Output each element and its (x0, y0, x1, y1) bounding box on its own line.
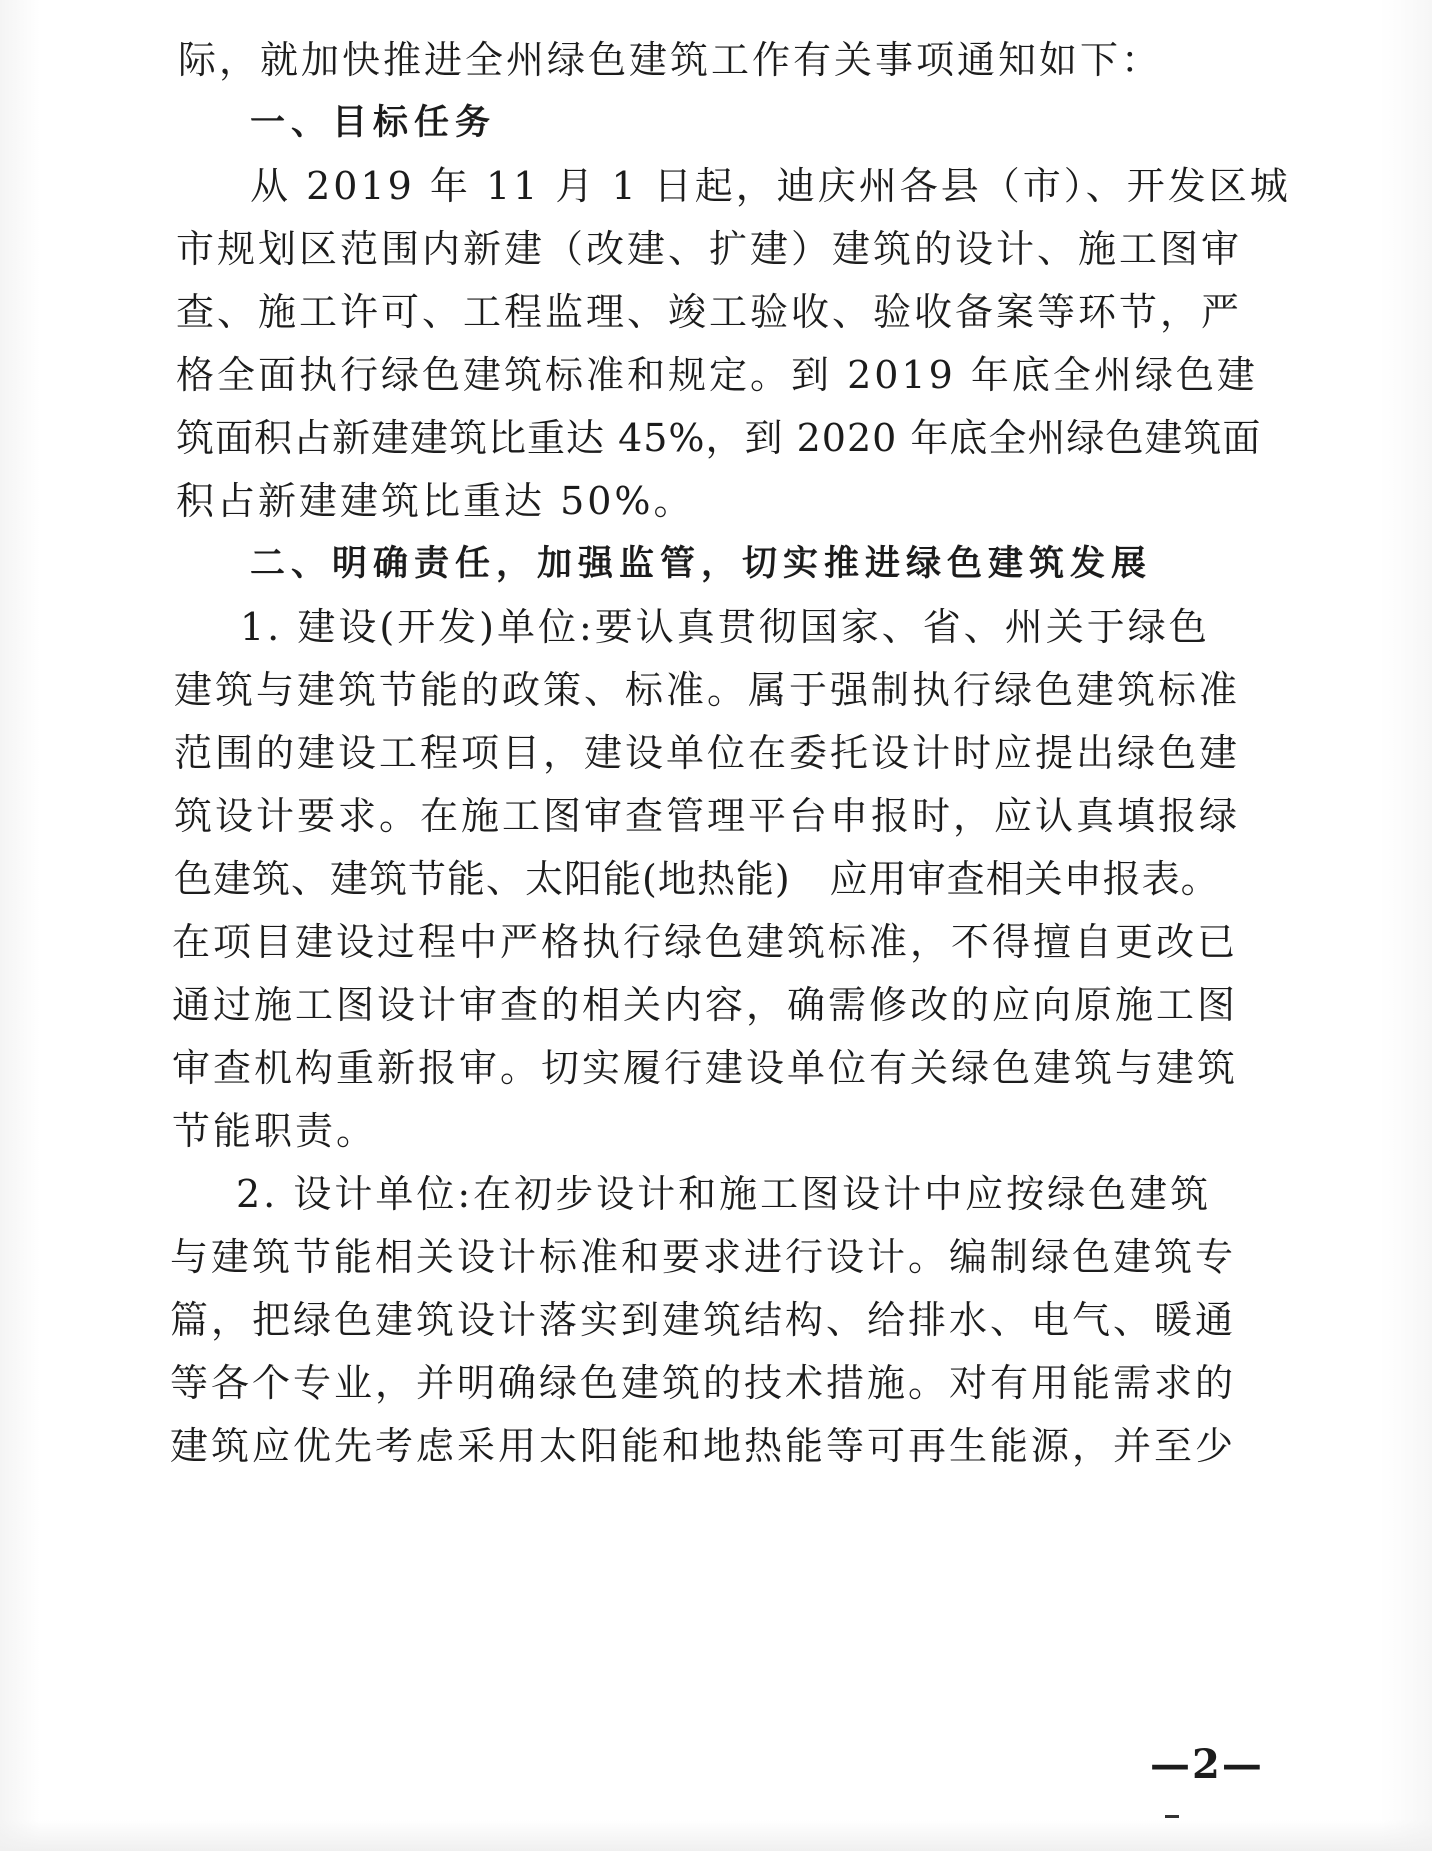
text-line: 建筑应优先考虑采用太阳能和地热能等可再生能源，并至少 (170, 1424, 1237, 1468)
text-line: 积占新建建筑比重达 50%。 (176, 479, 695, 523)
text-line: 际，就加快推进全州绿色建筑工作有关事项通知如下： (178, 38, 1163, 82)
text-line: 2. 设计单位:在初步设计和施工图设计中应按绿色建筑 (236, 1172, 1212, 1216)
page-number: —2— (1150, 1741, 1264, 1788)
text-line: 审查机构重新报审。切实履行建设单位有关绿色建筑与建筑 (172, 1046, 1239, 1090)
text-line: 查、施工许可、工程监理、竣工验收、验收备案等环节，严 (176, 290, 1243, 334)
text-line: 节能职责。 (172, 1109, 378, 1153)
text-line: 从 2019 年 11 月 1 日起，迪庆州各县（市）、开发区城 (250, 164, 1291, 208)
text-line: 通过施工图设计审查的相关内容，确需修改的应向原施工图 (172, 983, 1239, 1027)
text-line: 市规划区范围内新建（改建、扩建）建筑的设计、施工图审 (176, 227, 1243, 271)
text-line: 等各个专业，并明确绿色建筑的技术措施。对有用能需求的 (170, 1361, 1237, 1405)
text-line: 建筑与建筑节能的政策、标准。属于强制执行绿色建筑标准 (174, 668, 1241, 712)
text-line: 格全面执行绿色建筑标准和规定。到 2019 年底全州绿色建 (176, 353, 1258, 397)
text-line: 色建筑、建筑节能、太阳能(地热能) 应用审查相关申报表。 (174, 857, 1220, 901)
page-mark (1165, 1815, 1179, 1818)
section-heading: 二、明确责任，加强监管，切实推进绿色建筑发展 (250, 544, 1153, 584)
text-line: 筑设计要求。在施工图审查管理平台申报时，应认真填报绿 (174, 794, 1241, 838)
section-heading: 一、目标任务 (250, 103, 497, 143)
page-edge-shadow (0, 1820, 1432, 1851)
text-line: 1. 建设(开发)单位:要认真贯彻国家、省、州关于绿色 (240, 605, 1210, 649)
text-line: 筑面积占新建建筑比重达 45%，到 2020 年底全州绿色建筑面 (176, 416, 1262, 460)
text-line: 在项目建设过程中严格执行绿色建筑标准，不得擅自更改已 (172, 920, 1239, 964)
text-line: 范围的建设工程项目，建设单位在委托设计时应提出绿色建 (174, 731, 1241, 775)
text-line: 篇，把绿色建筑设计落实到建筑结构、给排水、电气、暖通 (170, 1298, 1237, 1342)
text-line: 与建筑节能相关设计标准和要求进行设计。编制绿色建筑专 (170, 1235, 1237, 1279)
